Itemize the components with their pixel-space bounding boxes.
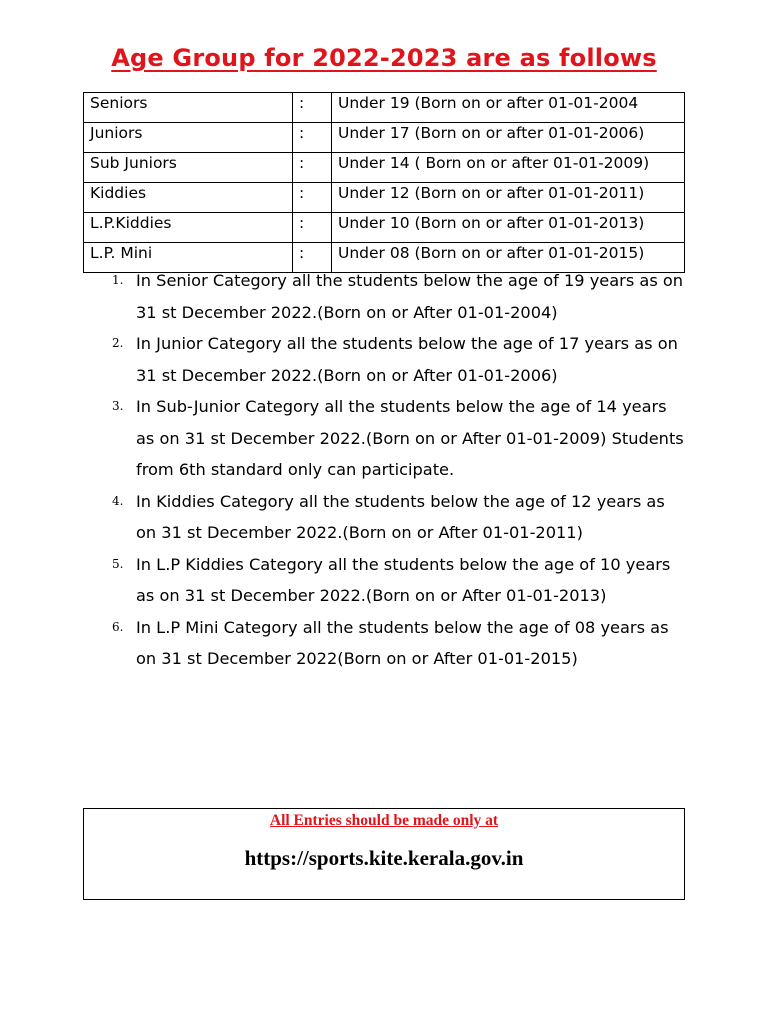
separator-cell: :: [293, 183, 332, 213]
list-number: 4.: [112, 493, 124, 508]
list-item: [100, 328, 690, 391]
age-limit-cell: Under 14 ( Born on or after 01-01-2009): [332, 153, 685, 183]
category-cell: L.P. Mini: [84, 243, 293, 273]
list-number: 1.: [112, 273, 124, 287]
age-limit-cell: Under 19 (Born on or after 01-01-2004: [332, 93, 685, 123]
age-limit-cell: Under 17 (Born on or after 01-01-2006): [332, 123, 685, 153]
list-number: 2.: [112, 336, 124, 350]
list-item: [100, 549, 690, 612]
list-item: [100, 265, 690, 328]
rule-text: In Junior Category all the students below the age of 17 years as on 31 st December 2022.(Born on or After 01-01-2006): [136, 334, 678, 385]
category-rules-list: [100, 265, 690, 675]
separator-cell: :: [293, 243, 332, 273]
table-row: [84, 153, 685, 183]
age-limit-cell: Under 10 (Born on or after 01-01-2013): [332, 213, 685, 243]
list-number: 5.: [112, 556, 124, 571]
rule-text: In Senior Category all the students below the age of 19 years as on 31 st December 2022.(Born on or After 01-01-2004): [136, 271, 684, 322]
separator-cell: :: [293, 93, 332, 123]
list-number: 3.: [112, 399, 124, 413]
rule-text: In L.P Kiddies Category all the students below the age of 10 years as on 31 st December 2022.(Born on or After 01-01-2013): [136, 554, 671, 605]
separator-cell: :: [293, 213, 332, 243]
entry-info-box: [83, 808, 685, 900]
age-group-table: [83, 92, 685, 273]
category-cell: Kiddies: [84, 183, 293, 213]
list-item: [100, 486, 690, 549]
separator-cell: :: [293, 153, 332, 183]
category-cell: Juniors: [84, 123, 293, 153]
rule-text: In Sub-Junior Category all the students below the age of 14 years as on 31 st December 2022.(Born on or After 01-01-2009) Students from 6th standard only can participate.: [136, 397, 684, 479]
category-cell: Seniors: [84, 93, 293, 123]
entry-url-link[interactable]: https://sports.kite.kerala.gov.in: [244, 846, 524, 870]
page-title: Age Group for 2022-2023 are as follows: [111, 44, 657, 72]
separator-cell: :: [293, 123, 332, 153]
list-number: 6.: [112, 619, 124, 634]
list-item: [100, 612, 690, 675]
age-limit-cell: Under 12 (Born on or after 01-01-2011): [332, 183, 685, 213]
entry-note: All Entries should be made only at: [269, 812, 499, 829]
rule-text: In Kiddies Category all the students below the age of 12 years as on 31 st December 2022.(Born on or After 01-01-2011): [136, 491, 665, 542]
table-row: [84, 213, 685, 243]
age-limit-cell: Under 08 (Born on or after 01-01-2015): [332, 243, 685, 273]
category-cell: L.P.Kiddies: [84, 213, 293, 243]
rule-text: In L.P Mini Category all the students below the age of 08 years as on 31 st December 2022(Born on or After 01-01-2015): [136, 617, 669, 668]
category-cell: Sub Juniors: [84, 153, 293, 183]
list-item: [100, 391, 690, 486]
table-row: [84, 183, 685, 213]
table-row: [84, 93, 685, 123]
table-row: [84, 123, 685, 153]
